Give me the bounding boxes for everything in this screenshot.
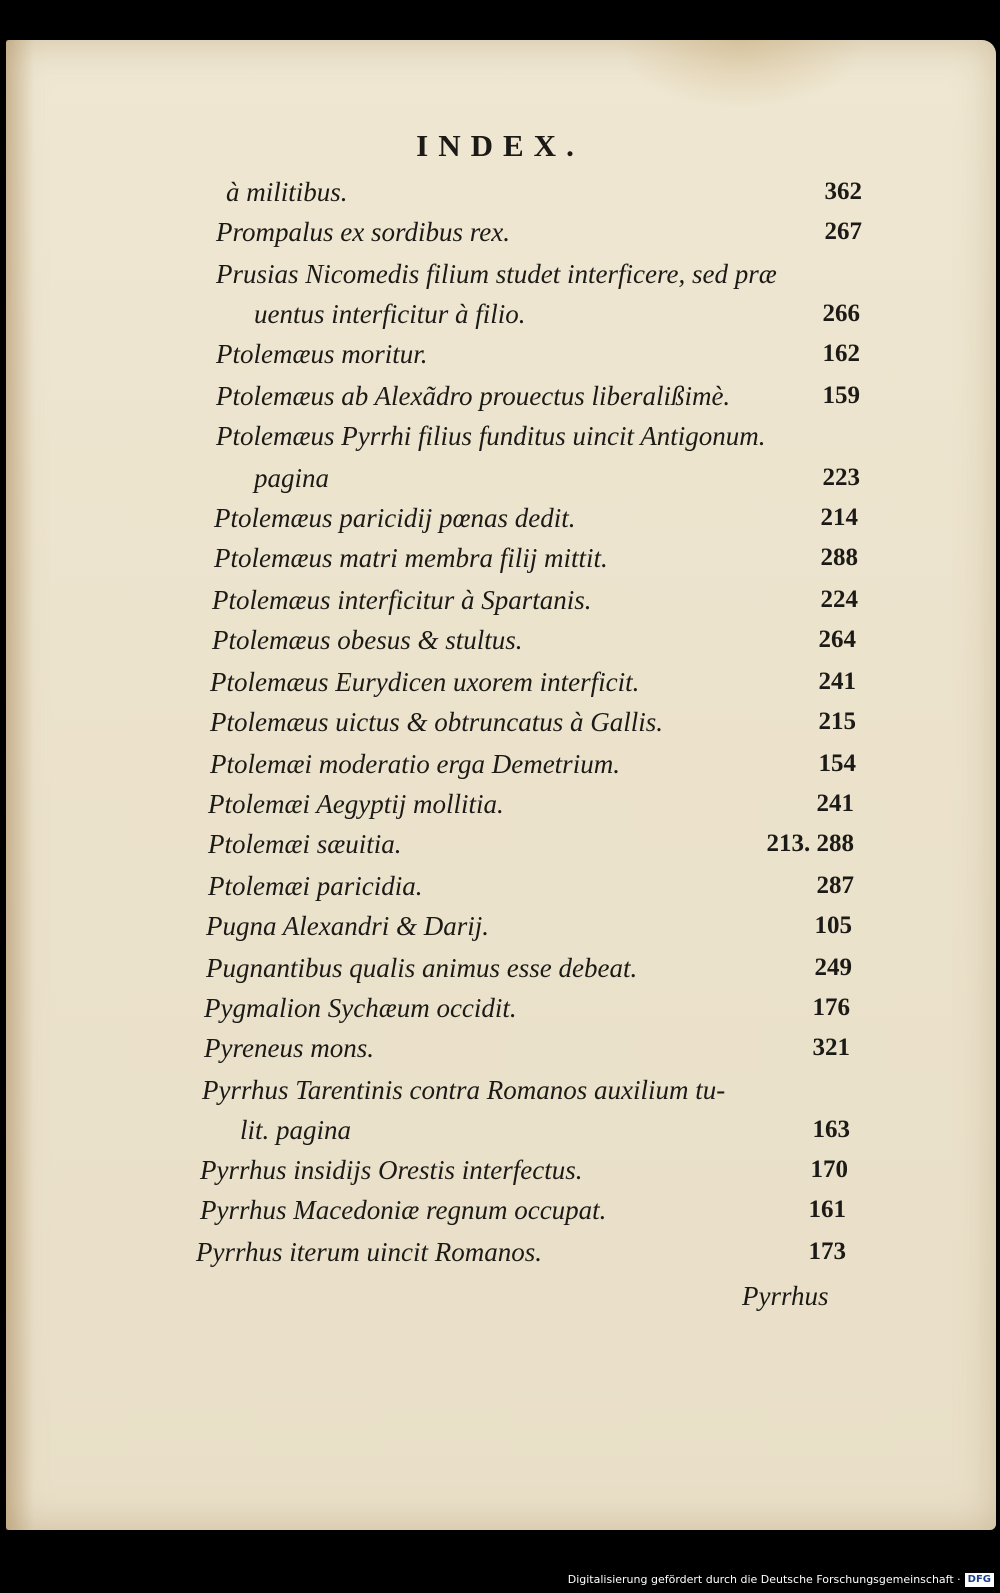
entry-text: à militibus. [226, 177, 348, 207]
entry-page: 214 [820, 504, 858, 531]
index-entry [212, 620, 856, 660]
entry-text: Prompalus ex sordibus rex. [216, 217, 510, 247]
entry-text: Pyreneus mons. [204, 1033, 374, 1063]
index-entry [216, 254, 862, 294]
entry-page: 266 [822, 300, 860, 327]
entry-page: 267 [824, 218, 862, 245]
entry-page: 321 [812, 1034, 850, 1061]
entry-text: uentus interficitur à filio. [254, 299, 526, 329]
index-entry [210, 702, 856, 742]
index-entry [208, 784, 854, 824]
index-entry [204, 988, 850, 1028]
entry-text: Ptolemæus Pyrrhi filius funditus uincit Antigonum. [216, 421, 766, 451]
entry-page: 154 [818, 750, 856, 777]
page-header: INDEX. [416, 128, 584, 163]
entry-page: 249 [814, 954, 852, 981]
index-entry [210, 744, 856, 784]
entry-text: Ptolemæus paricidij pœnas dedit. [214, 503, 576, 533]
index-entry [206, 906, 852, 946]
entry-text: Pyrrhus Tarentinis contra Romanos auxilium tu- [202, 1075, 726, 1105]
entry-page: 215 [818, 708, 856, 735]
index-entry [216, 212, 862, 252]
entry-text: Pugnantibus qualis animus esse debeat. [206, 953, 638, 983]
entry-text: pagina [254, 463, 330, 493]
index-entry [226, 172, 862, 212]
index-entry [200, 1190, 846, 1230]
entry-text: Ptolemæus ab Alexãdro prouectus liberalißimè. [216, 381, 731, 411]
catchword: Pyrrhus [742, 1281, 829, 1311]
entry-page: 213. 288 [766, 830, 854, 857]
footer-text: Digitalisierung gefördert durch die Deutsche Forschungsgemeinschaft · [567, 1573, 961, 1586]
entry-page: 161 [808, 1196, 846, 1223]
entry-text: Ptolemæus moritur. [216, 339, 428, 369]
entry-text: Ptolemæi paricidia. [208, 871, 423, 901]
entry-page: 163 [812, 1116, 850, 1143]
entry-page: 224 [820, 586, 858, 613]
entry-text: Pyrrhus insidijs Orestis interfectus. [200, 1155, 583, 1185]
index-entry [214, 498, 858, 538]
entry-text: Ptolemæus uictus & obtruncatus à Gallis. [210, 707, 664, 737]
digitization-footer [568, 1570, 994, 1590]
index-entry [196, 1232, 846, 1272]
index-entry [206, 948, 852, 988]
entry-page: 223 [822, 464, 860, 491]
index-entry [254, 294, 860, 334]
index-entry [210, 662, 856, 702]
index-entry [212, 580, 858, 620]
entry-text: Pygmalion Sychæum occidit. [204, 993, 517, 1023]
entry-page: 159 [822, 382, 860, 409]
entry-page: 241 [818, 668, 856, 695]
entry-page: 173 [808, 1238, 846, 1265]
entry-page: 287 [816, 872, 854, 899]
index-entry [254, 458, 860, 498]
entry-text: Ptolemæus obesus & stultus. [212, 625, 523, 655]
index-entry [216, 416, 860, 456]
entry-page: 176 [812, 994, 850, 1021]
entry-text: lit. pagina [240, 1115, 352, 1145]
entry-page: 105 [814, 912, 852, 939]
index-entry [216, 376, 860, 416]
entry-text: Ptolemæi Aegyptij mollitia. [208, 789, 504, 819]
entry-text: Pyrrhus iterum uincit Romanos. [196, 1237, 542, 1267]
index-entry [214, 538, 858, 578]
entry-text: Ptolemæus interficitur à Spartanis. [212, 585, 592, 615]
entry-text: Prusias Nicomedis filium studet interficere, sed præ [216, 259, 777, 289]
entry-page: 170 [810, 1156, 848, 1183]
index-entry [200, 1150, 848, 1190]
entry-page: 241 [816, 790, 854, 817]
index-entry [216, 334, 860, 374]
entry-text: Pyrrhus Macedoniæ regnum occupat. [200, 1195, 607, 1225]
entry-page: 362 [824, 178, 862, 205]
index-entry [208, 824, 854, 864]
entry-text: Pugna Alexandri & Darij. [206, 911, 489, 941]
entry-page: 264 [818, 626, 856, 653]
entry-text: Ptolemæi moderatio erga Demetrium. [210, 749, 620, 779]
entry-page: 288 [820, 544, 858, 571]
index-entry [204, 1028, 850, 1068]
entry-text: Ptolemæi sæuitia. [208, 829, 402, 859]
dfg-logo: DFG [965, 1573, 994, 1587]
entry-page: 162 [822, 340, 860, 367]
index-entry [240, 1110, 850, 1150]
index-entry [202, 1070, 850, 1110]
index-entry [208, 866, 854, 906]
entry-text: Ptolemæus Eurydicen uxorem interficit. [210, 667, 640, 697]
entry-text: Ptolemæus matri membra filij mittit. [214, 543, 608, 573]
